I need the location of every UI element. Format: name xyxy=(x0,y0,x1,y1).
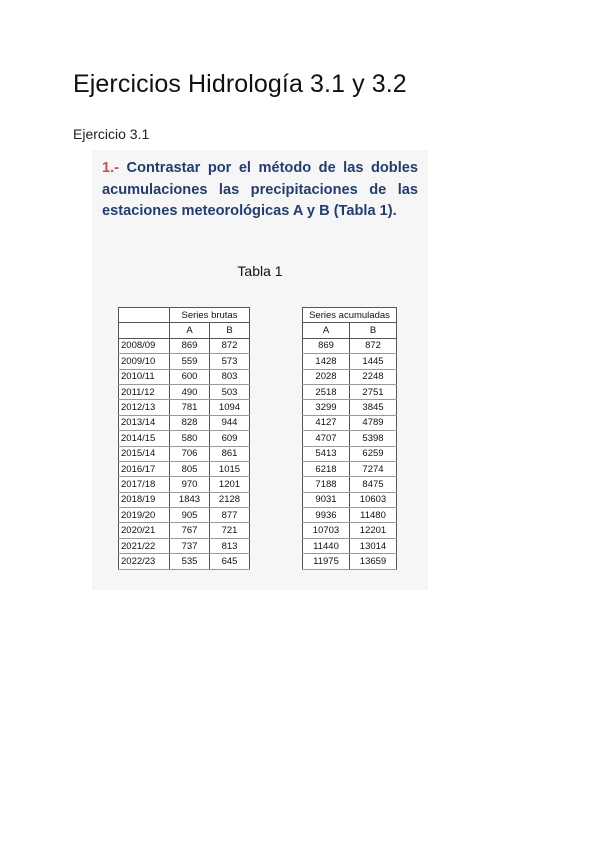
table-row xyxy=(119,400,250,415)
value-b-cell: 1015 xyxy=(210,461,250,476)
table-row xyxy=(303,415,397,430)
cumulative-a-cell: 9031 xyxy=(303,492,350,507)
table-row xyxy=(119,461,250,476)
year-cell: 2022/23 xyxy=(119,554,170,569)
cumulative-a-cell: 6218 xyxy=(303,461,350,476)
cumulative-a-cell: 11975 xyxy=(303,554,350,569)
table-row xyxy=(119,369,250,384)
year-cell: 2010/11 xyxy=(119,369,170,384)
table-row xyxy=(119,554,250,569)
value-a-cell: 805 xyxy=(170,461,210,476)
value-b-cell: 609 xyxy=(210,431,250,446)
value-a-cell: 828 xyxy=(170,415,210,430)
cumulative-a-cell: 10703 xyxy=(303,523,350,538)
cumulative-b-cell: 13014 xyxy=(350,538,397,553)
table-row xyxy=(303,523,397,538)
table-row xyxy=(303,554,397,569)
table-row xyxy=(303,461,397,476)
column-a-header: A xyxy=(303,323,350,338)
column-a-header: A xyxy=(170,323,210,338)
value-a-cell: 706 xyxy=(170,446,210,461)
table-row xyxy=(119,538,250,553)
value-a-cell: 600 xyxy=(170,369,210,384)
value-a-cell: 559 xyxy=(170,354,210,369)
cumulative-b-cell: 8475 xyxy=(350,477,397,492)
value-a-cell: 1843 xyxy=(170,492,210,507)
value-a-cell: 869 xyxy=(170,338,210,353)
value-a-cell: 781 xyxy=(170,400,210,415)
cumulative-a-cell: 2028 xyxy=(303,369,350,384)
table-row xyxy=(119,523,250,538)
cumulative-b-cell: 872 xyxy=(350,338,397,353)
table-row xyxy=(303,508,397,523)
problem-statement xyxy=(102,158,418,223)
year-cell: 2019/20 xyxy=(119,508,170,523)
cumulative-a-cell: 4707 xyxy=(303,431,350,446)
value-b-cell: 1094 xyxy=(210,400,250,415)
column-b-header: B xyxy=(350,323,397,338)
document-title: Ejercicios Hidrología 3.1 y 3.2 xyxy=(73,70,407,98)
value-b-cell: 1201 xyxy=(210,477,250,492)
cumulative-b-cell: 3845 xyxy=(350,400,397,415)
table-row xyxy=(303,400,397,415)
cumulative-a-cell: 9936 xyxy=(303,508,350,523)
value-a-cell: 767 xyxy=(170,523,210,538)
table-row xyxy=(119,415,250,430)
problem-text: Contrastar por el método de las dobles acumulaciones las precipitaciones de las estaciones meteorológicas A y B (Tabla 1). xyxy=(102,160,418,219)
table-row xyxy=(303,369,397,384)
year-cell: 2012/13 xyxy=(119,400,170,415)
value-b-cell: 877 xyxy=(210,508,250,523)
cumulative-b-cell: 7274 xyxy=(350,461,397,476)
cumulative-a-cell: 7188 xyxy=(303,477,350,492)
year-cell: 2020/21 xyxy=(119,523,170,538)
table-group-header-row xyxy=(119,308,250,323)
value-b-cell: 861 xyxy=(210,446,250,461)
cumulative-b-cell: 2751 xyxy=(350,384,397,399)
exercise-image xyxy=(92,150,428,590)
table-row xyxy=(119,354,250,369)
value-a-cell: 535 xyxy=(170,554,210,569)
cumulative-b-cell: 12201 xyxy=(350,523,397,538)
table-column-header-row xyxy=(119,323,250,338)
value-b-cell: 803 xyxy=(210,369,250,384)
table-row xyxy=(303,446,397,461)
cumulative-a-cell: 4127 xyxy=(303,415,350,430)
cumulative-b-cell: 2248 xyxy=(350,369,397,384)
table-group-header-row xyxy=(303,308,397,323)
raw-series-header: Series brutas xyxy=(170,308,250,323)
cumulative-a-cell: 11440 xyxy=(303,538,350,553)
year-cell: 2015/14 xyxy=(119,446,170,461)
cumulative-a-cell: 3299 xyxy=(303,400,350,415)
year-cell: 2018/19 xyxy=(119,492,170,507)
column-b-header: B xyxy=(210,323,250,338)
cumulative-a-cell: 1428 xyxy=(303,354,350,369)
value-b-cell: 813 xyxy=(210,538,250,553)
year-cell: 2013/14 xyxy=(119,415,170,430)
table-title: Tabla 1 xyxy=(237,263,283,279)
cumulative-b-cell: 4789 xyxy=(350,415,397,430)
value-b-cell: 503 xyxy=(210,384,250,399)
table-row xyxy=(119,446,250,461)
cumulative-series-header: Series acumuladas xyxy=(303,308,397,323)
cumulative-b-cell: 13659 xyxy=(350,554,397,569)
cumulative-b-cell: 11480 xyxy=(350,508,397,523)
table-row xyxy=(119,477,250,492)
year-cell: 2021/22 xyxy=(119,538,170,553)
table-row xyxy=(303,384,397,399)
value-a-cell: 580 xyxy=(170,431,210,446)
year-cell: 2011/12 xyxy=(119,384,170,399)
table-row xyxy=(303,338,397,353)
year-cell: 2017/18 xyxy=(119,477,170,492)
value-a-cell: 905 xyxy=(170,508,210,523)
table-row xyxy=(119,384,250,399)
cumulative-a-cell: 869 xyxy=(303,338,350,353)
table-row xyxy=(119,338,250,353)
value-b-cell: 944 xyxy=(210,415,250,430)
year-cell: 2008/09 xyxy=(119,338,170,353)
section-label: Ejercicio 3.1 xyxy=(73,126,150,142)
value-b-cell: 645 xyxy=(210,554,250,569)
table-row xyxy=(303,477,397,492)
value-a-cell: 970 xyxy=(170,477,210,492)
table-column-header-row xyxy=(303,323,397,338)
value-b-cell: 872 xyxy=(210,338,250,353)
table-corner-cell xyxy=(119,308,170,323)
table-row xyxy=(303,354,397,369)
cumulative-b-cell: 10603 xyxy=(350,492,397,507)
value-b-cell: 721 xyxy=(210,523,250,538)
value-b-cell: 2128 xyxy=(210,492,250,507)
year-cell: 2014/15 xyxy=(119,431,170,446)
cumulative-b-cell: 6259 xyxy=(350,446,397,461)
cumulative-a-cell: 5413 xyxy=(303,446,350,461)
table-row xyxy=(119,508,250,523)
cumulative-a-cell: 2518 xyxy=(303,384,350,399)
table-row xyxy=(303,538,397,553)
problem-number: 1.- xyxy=(102,160,120,176)
table-corner-cell xyxy=(119,323,170,338)
table-row xyxy=(303,492,397,507)
table-row xyxy=(303,431,397,446)
raw-series-table xyxy=(118,307,250,570)
value-b-cell: 573 xyxy=(210,354,250,369)
cumulative-series-table xyxy=(302,307,397,570)
value-a-cell: 490 xyxy=(170,384,210,399)
table-row xyxy=(119,492,250,507)
table-row xyxy=(119,431,250,446)
value-a-cell: 737 xyxy=(170,538,210,553)
year-cell: 2009/10 xyxy=(119,354,170,369)
cumulative-b-cell: 1445 xyxy=(350,354,397,369)
year-cell: 2016/17 xyxy=(119,461,170,476)
cumulative-b-cell: 5398 xyxy=(350,431,397,446)
